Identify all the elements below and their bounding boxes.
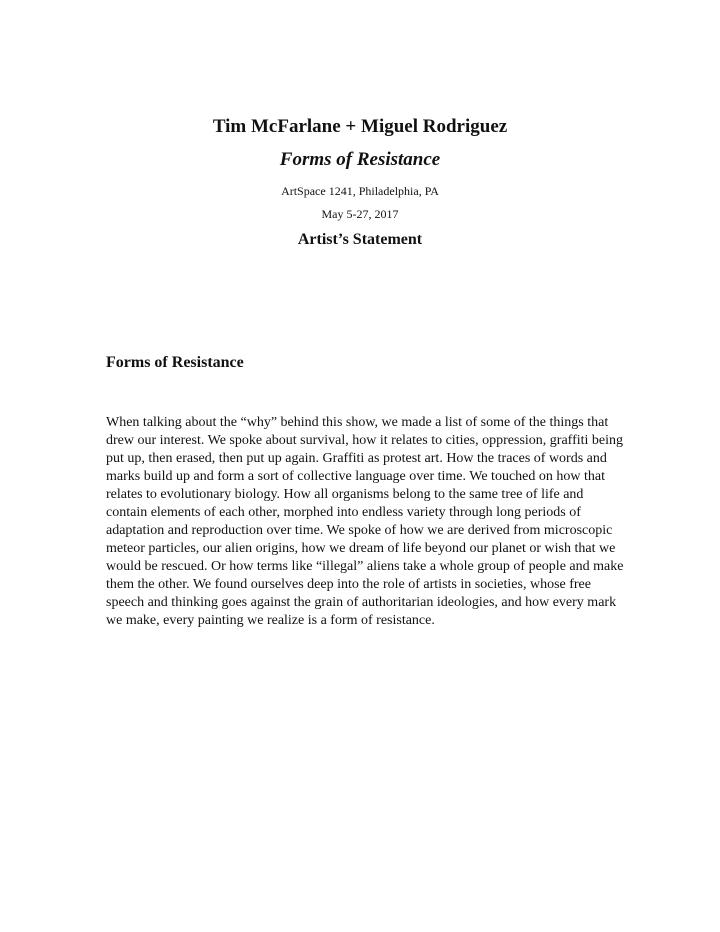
section-heading: Forms of Resistance [106,354,244,371]
venue-line: ArtSpace 1241, Philadelphia, PA [281,184,439,198]
statement-heading: Artist’s Statement [297,231,423,248]
statement-body: When talking about the “why” behind this show, we made a list of some of the things that drew our interest. We spoke about survival, how it relates to cities, oppression, graffiti being put up, then erased, then put up again. Graffiti as protest art. How the traces of words and marks build up and form a sort of collective language over time. We touched on how that relates to evolutionary biology. How all organisms belong to the same tree of life and contain elements of each other, morphed into endless variety through long periods of adaptation and reproduction over time. We spoke of how we are derived from microscopic meteor particles, our alien origins, how we dream of life beyond our planet or wish that we would be rescued. Or how terms like “illegal” aliens take a whole group of people and make them the other. We found ourselves deep into the role of artists in societies, whose free speech and thinking goes against the grain of authoritarian ideologies, and how every mark we make, every painting we realize is a form of resistance. [106,415,624,628]
artists-title: Tim McFarlane + Miguel Rodriguez [212,116,508,137]
show-title: Forms of Resistance [279,149,441,170]
dates-line: May 5-27, 2017 [321,207,399,221]
